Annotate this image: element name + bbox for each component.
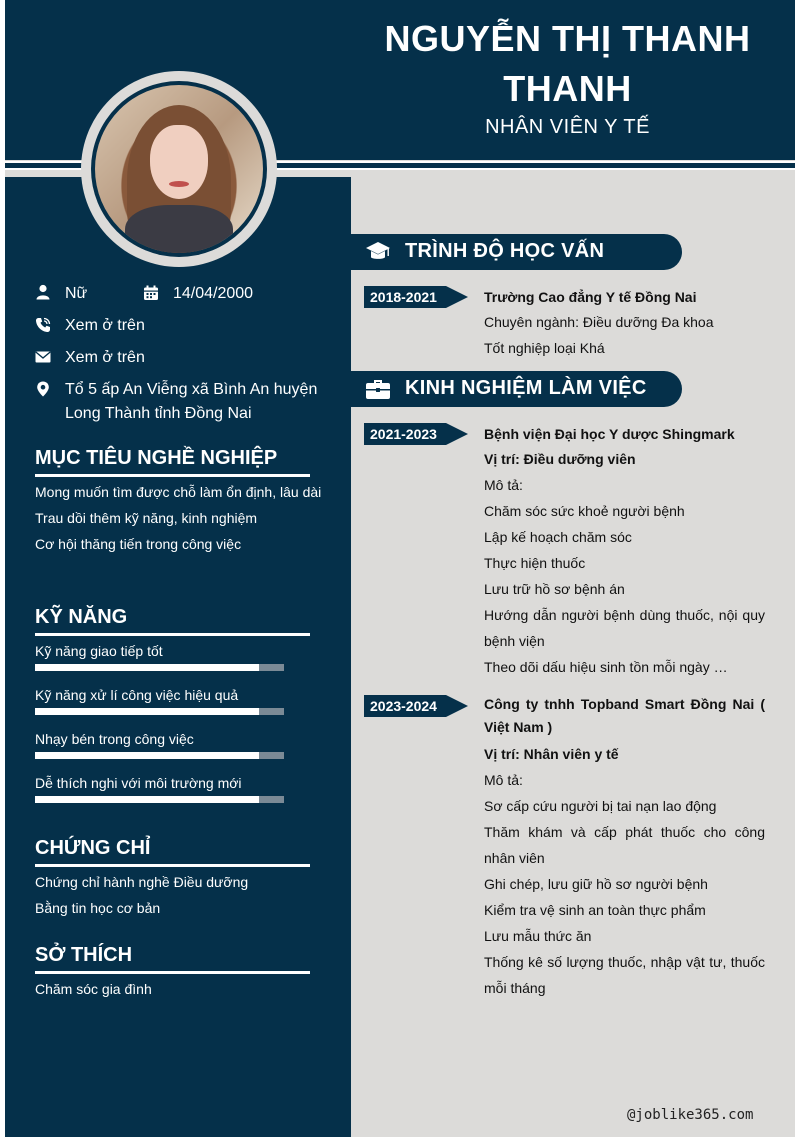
email: Xem ở trên <box>65 349 145 366</box>
period-label: 2023-2024 <box>370 698 437 714</box>
certificate-item: Chứng chỉ hành nghề Điều dưỡng <box>35 874 249 890</box>
job-line: Thống kê số lượng thuốc, nhập vật tư, thuốc mỗi tháng <box>484 954 765 996</box>
avatar <box>81 71 277 267</box>
briefcase-icon <box>365 377 391 401</box>
email-icon <box>35 349 51 365</box>
job-line: Lưu mẫu thức ăn <box>484 928 592 944</box>
certificates-title: CHỨNG CHỈ <box>35 837 151 859</box>
job-line: Theo dõi dấu hiệu sinh tồn mỗi ngày … <box>484 659 728 675</box>
education-school: Trường Cao đẳng Y tế Đồng Nai <box>484 289 697 305</box>
education-line: Tốt nghiệp loại Khá <box>484 340 605 356</box>
experience-title: KINH NGHIỆM LÀM VIỆC <box>405 377 647 399</box>
job-line: Lưu trữ hồ sơ bệnh án <box>484 581 625 597</box>
objective-divider <box>35 474 310 477</box>
skill-bar <box>35 708 284 715</box>
job-desc-label: Mô tả: <box>484 477 523 493</box>
hobby-item: Chăm sóc gia đình <box>35 981 152 997</box>
job-line: Thăm khám và cấp phát thuốc cho công nhân viên <box>484 824 765 866</box>
objective-item: Cơ hội thăng tiến trong công việc <box>35 536 242 552</box>
avatar-body <box>125 205 233 253</box>
education-title: TRÌNH ĐỘ HỌC VẤN <box>405 240 605 262</box>
job-company: Bệnh viện Đại học Y dược Shingmark <box>484 426 735 442</box>
period-tag <box>364 695 468 717</box>
avatar-photo <box>95 85 263 253</box>
skill-label: Kỹ năng giao tiếp tốt <box>35 643 163 659</box>
skill-bar-fill <box>35 708 259 715</box>
skill-bar <box>35 796 284 803</box>
avatar-frame <box>91 81 267 257</box>
user-icon <box>35 284 51 300</box>
location-icon <box>35 381 51 397</box>
skill-bar <box>35 664 284 671</box>
job-desc-label: Mô tả: <box>484 772 523 788</box>
job-position: Vị trí: Nhân viên y tế <box>484 746 619 762</box>
job-line: Thực hiện thuốc <box>484 555 586 571</box>
job-position: Vị trí: Điều dưỡng viên <box>484 451 636 467</box>
job-line: Lập kế hoạch chăm sóc <box>484 529 632 545</box>
job-line: Kiểm tra vệ sinh an toàn thực phẩm <box>484 902 706 918</box>
hobbies-divider <box>35 971 310 974</box>
phone: Xem ở trên <box>65 317 145 334</box>
skill-bar-fill <box>35 796 259 803</box>
period-label: 2021-2023 <box>370 426 437 442</box>
watermark: @joblike365.com <box>627 1107 754 1123</box>
hobbies-title: SỞ THÍCH <box>35 944 133 966</box>
skill-bar-fill <box>35 752 259 759</box>
education-line: Chuyên ngành: Điều dưỡng Đa khoa <box>484 314 714 330</box>
objective-title: MỤC TIÊU NGHỀ NGHIỆP <box>35 447 278 469</box>
certificates-divider <box>35 864 310 867</box>
calendar-icon <box>143 285 159 301</box>
period-tag <box>364 423 468 445</box>
job-line: Sơ cấp cứu người bị tai nạn lao động <box>484 798 717 814</box>
skills-divider <box>35 633 310 636</box>
skill-label: Dễ thích nghi với môi trường mới <box>35 775 242 791</box>
gender: Nữ <box>65 285 88 302</box>
skill-label: Kỹ năng xử lí công việc hiệu quả <box>35 687 239 703</box>
skills-title: KỸ NĂNG <box>35 606 128 628</box>
cv-page <box>5 0 795 1137</box>
education-header <box>351 234 682 270</box>
candidate-role: NHÂN VIÊN Y TẾ <box>485 116 650 138</box>
job-line: Hướng dẫn người bệnh dùng thuốc, nội quy bệnh viện <box>484 607 765 649</box>
job-line: Ghi chép, lưu giữ hồ sơ người bệnh <box>484 876 708 892</box>
job-line: Chăm sóc sức khoẻ người bệnh <box>484 503 685 519</box>
candidate-name: NGUYỄN THỊ THANH THANH <box>384 18 751 109</box>
skill-label: Nhạy bén trong công việc <box>35 731 194 747</box>
skill-bar-fill <box>35 664 259 671</box>
certificate-item: Bằng tin học cơ bản <box>35 900 161 916</box>
skill-bar <box>35 752 284 759</box>
period-tag <box>364 286 468 308</box>
birthdate: 14/04/2000 <box>173 285 254 302</box>
objective-item: Mong muốn tìm được chỗ làm ổn định, lâu dài <box>35 484 322 500</box>
phone-icon <box>35 317 51 333</box>
graduation-cap-icon <box>365 240 391 264</box>
address: Tổ 5 ấp An Viễng xã Bình An huyện Long Thành tỉnh Đồng Nai <box>65 381 318 422</box>
objective-item: Trau dồi thêm kỹ năng, kinh nghiệm <box>35 510 258 526</box>
avatar-face <box>150 125 208 199</box>
experience-header <box>351 371 682 407</box>
avatar-lips <box>169 181 189 187</box>
period-label: 2018-2021 <box>370 289 437 305</box>
job-company: Công ty tnhh Topband Smart Đồng Nai ( Việt Nam ) <box>484 696 765 735</box>
